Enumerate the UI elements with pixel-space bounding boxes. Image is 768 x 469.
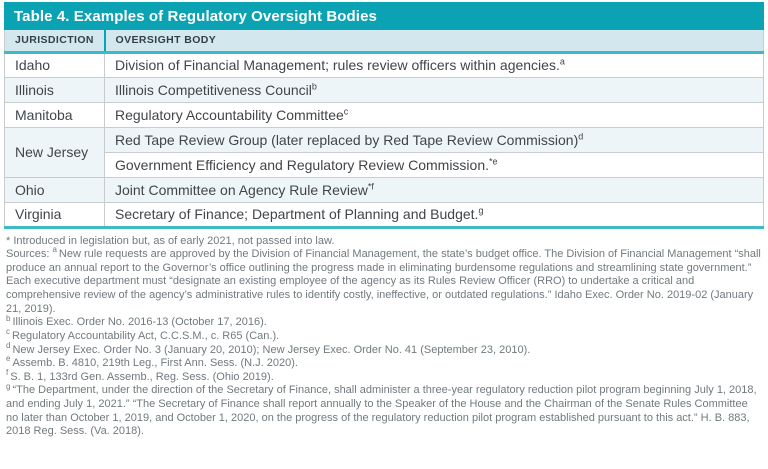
- oversight-body-cell: [105, 102, 764, 127]
- oversight-body-cell: [105, 202, 764, 227]
- footnote-sources-a: Sources: $^a$ New rule requests are approved by the Division of Financial Management, the state’s budget office. The Division of Financial Management “shall produce an annual report to the Governor’s office outlining the progress made in eliminating burdensome regulations and streamlining state government.” Each executive department must “designate an existing employee of the agency as its Rules Review Officer (RRO) to undertake a critical and comprehensive review of the agency’s administrative rules to identify costly, ineffective, or outdated regulations.” Idaho Exec. Order No. 2019-02 (January 21, 2019).: [6, 245, 761, 315]
- footnote-b: $^b$ Illinois Exec. Order No. 2016-13 (October 17, 2016).: [6, 313, 267, 329]
- footnote-marker: c: [343, 105, 349, 116]
- footnote-g: $^g$ “The Department, under the direction of the Secretary of Finance, shall administer a three-year regulatory reduction pilot program beginning July 1, 2018, and ending July 1, 2021.” “The Secretary of Finance shall report annually to the Speaker of the House and the Chairman of the Senate Rules Committee no later than October 1, 2019, and October 1, 2020, on the progress of the regulatory reduction pilot program established pursuant to this act.” H. B. 883, 2018 Reg. Sess. (Va. 2018).: [6, 381, 757, 438]
- oversight-body-text: Red Tape Review Group (later replaced by Red Tape Review Commission): [115, 131, 579, 148]
- jurisdiction-cell: New Jersey: [5, 127, 105, 177]
- footnote-asterisk: * Introduced in legislation but, as of early 2021, not passed into law.: [6, 234, 335, 247]
- column-header-jurisdiction: JURISDICTION: [5, 30, 105, 52]
- oversight-body-text: Joint Committee on Agency Rule Review: [115, 181, 368, 198]
- footnote-f: $^f$ S. B. 1, 133rd Gen. Assemb., Reg. Sess. (Ohio 2019).: [6, 368, 274, 383]
- footnote-marker: d: [578, 130, 584, 141]
- column-header-oversight-body: OVERSIGHT BODY: [105, 30, 764, 52]
- oversight-body-cell: [105, 152, 764, 177]
- oversight-body-cell: [105, 52, 764, 77]
- oversight-body-text: Government Efficiency and Regulatory Review Commission.: [115, 156, 490, 173]
- footnote-marker: g: [478, 205, 484, 216]
- jurisdiction-cell: Idaho: [15, 57, 51, 73]
- footnote-marker: *f: [367, 180, 374, 191]
- footnote-marker: b: [311, 80, 317, 91]
- oversight-body-cell: [105, 77, 764, 102]
- table-title: Table 4. Examples of Regulatory Oversight Bodies: [14, 7, 377, 25]
- table-row-virginia: [5, 202, 764, 227]
- table-row-new-jersey-2: [5, 152, 764, 177]
- oversight-body-cell: [105, 127, 764, 152]
- jurisdiction-cell: Ohio: [5, 177, 105, 202]
- table-row-new-jersey-1: [5, 127, 764, 152]
- table-row-idaho: [5, 52, 764, 77]
- oversight-body-cell: [105, 177, 764, 202]
- footnote-c: $^c$ Regulatory Accountability Act, C.C.S.M., c. R65 (Can.).: [6, 327, 280, 342]
- regulatory-oversight-table: [4, 30, 764, 229]
- footnote-marker: *e: [489, 155, 498, 166]
- table-row-ohio: [5, 177, 764, 202]
- table-row-illinois: [5, 77, 764, 102]
- footnotes-section: [4, 235, 764, 439]
- footnote-e: $^e$ Assemb. B. 4810, 219th Leg., First Ann. Sess. (N.J. 2020).: [6, 354, 298, 370]
- footnote-marker: a: [559, 56, 565, 67]
- oversight-body-text: Division of Financial Management; rules review officers within agencies.: [115, 57, 560, 73]
- column-header-row: [5, 30, 764, 52]
- jurisdiction-cell: Virginia: [5, 202, 105, 227]
- table-title-bar: [4, 2, 764, 30]
- table-row-manitoba: [5, 102, 764, 127]
- jurisdiction-cell: Illinois: [5, 77, 105, 102]
- jurisdiction-cell: Manitoba: [5, 102, 105, 127]
- oversight-body-text: Illinois Competitiveness Council: [115, 81, 312, 98]
- oversight-body-text: Regulatory Accountability Committee: [115, 106, 344, 123]
- footnote-d: $^d$ New Jersey Exec. Order No. 3 (January 20, 2010); New Jersey Exec. Order No. 41 (September 23, 2010).: [6, 340, 531, 356]
- oversight-body-text: Secretary of Finance; Department of Planning and Budget.: [115, 206, 479, 222]
